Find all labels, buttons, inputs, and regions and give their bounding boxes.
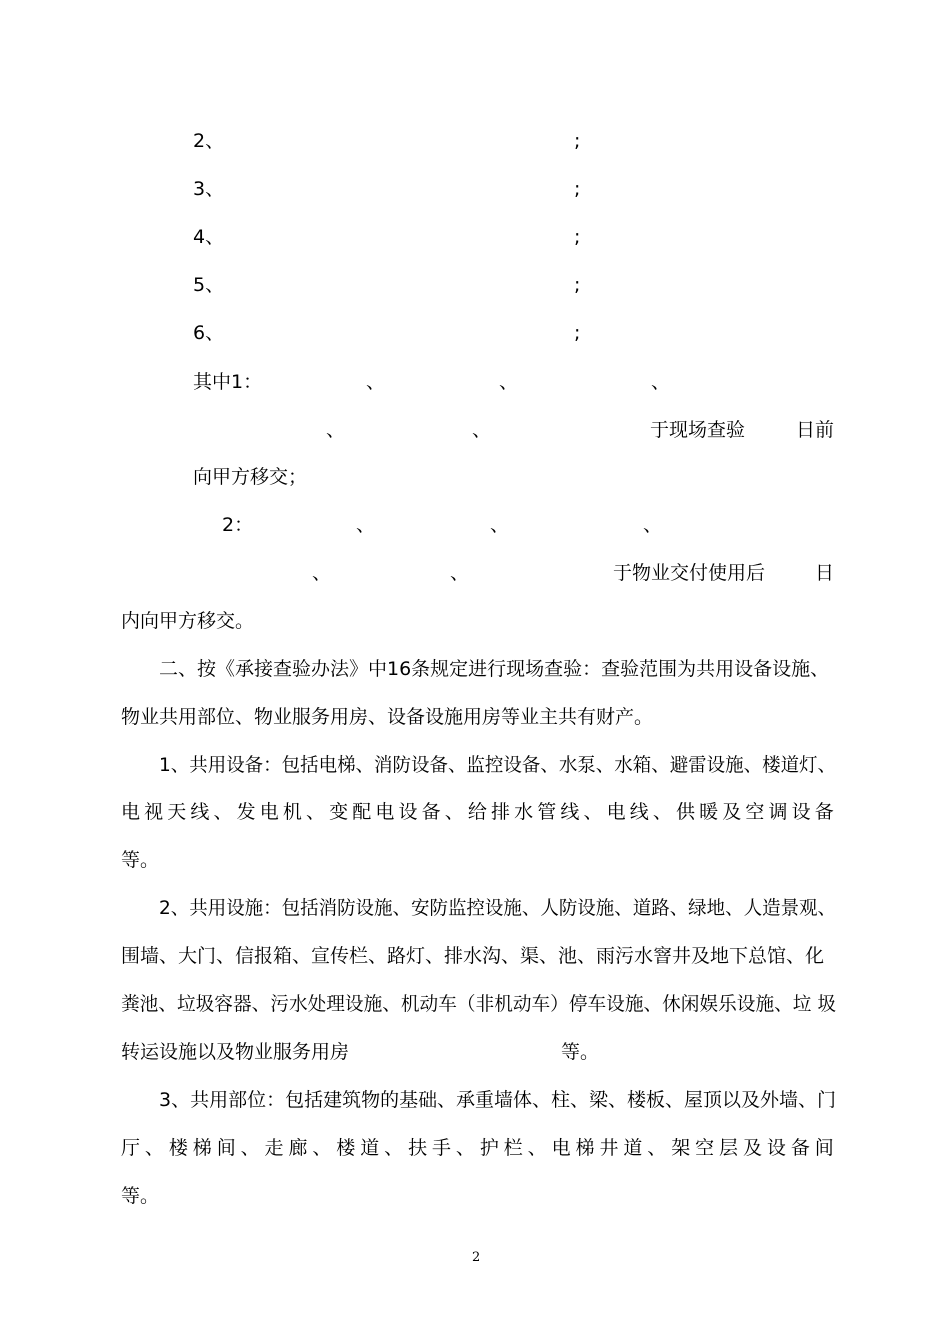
justified-char: 空 (745, 801, 765, 823)
justified-char: 及 (722, 801, 742, 823)
justified-char: 备 (421, 801, 441, 823)
justified-char: 间 (814, 1137, 834, 1159)
justified-char: 楼 (168, 1137, 188, 1159)
justified-char: 、 (240, 1137, 260, 1159)
justified-char: 扶 (408, 1137, 428, 1159)
justified-char: 视 (144, 801, 164, 823)
justified-char: 供 (676, 801, 696, 823)
clause1-prefix: 其中1： (193, 371, 263, 393)
item-6-number: 6、 (193, 322, 225, 344)
justified-char: 变 (329, 801, 349, 823)
justified-char: 道 (360, 1137, 380, 1159)
justified-char: 设 (398, 801, 418, 823)
justified-char: 楼 (336, 1137, 356, 1159)
justified-char: 走 (264, 1137, 284, 1159)
justified-char: 暖 (699, 801, 719, 823)
item-2-end: ; (574, 130, 581, 152)
justified-char: 备 (814, 801, 834, 823)
justified-char: 手 (431, 1137, 451, 1159)
item2-line4b: 等。 (561, 1041, 600, 1063)
justified-char: 、 (583, 801, 603, 823)
justified-char: 、 (455, 1137, 475, 1159)
justified-char: 、 (306, 801, 326, 823)
justified-char: 护 (479, 1137, 499, 1159)
justified-char: 井 (599, 1137, 619, 1159)
item-5-end: ; (574, 274, 581, 296)
justified-char: 设 (766, 1137, 786, 1159)
clause2-sep: 、 (356, 514, 376, 536)
item3-line2 (121, 1136, 834, 1160)
clause2-prefix: 2： (222, 514, 254, 536)
justified-char: 水 (514, 801, 534, 823)
justified-char: 电 (121, 801, 141, 823)
justified-char: 及 (742, 1137, 762, 1159)
item-6-end: ; (574, 322, 581, 344)
justified-char: 调 (768, 801, 788, 823)
clause2-sep: 、 (490, 514, 510, 536)
justified-char: 道 (623, 1137, 643, 1159)
justified-char: 、 (527, 1137, 547, 1159)
justified-char: 电 (551, 1137, 571, 1159)
justified-char: 厅 (121, 1137, 141, 1159)
justified-char: 电 (375, 801, 395, 823)
justified-char: 、 (144, 1137, 164, 1159)
clause1-mid: 于现场查验 (650, 419, 746, 441)
justified-char: 梯 (575, 1137, 595, 1159)
justified-char: 层 (719, 1137, 739, 1159)
justified-char: 机 (282, 801, 302, 823)
justified-char: 电 (259, 801, 279, 823)
item2-line2: 围墙、大门、信报箱、宣传栏、路灯、排水沟、渠、池、雨污水窨井及地下总馆、化 (121, 945, 825, 967)
item2-line3: 粪池、垃圾容器、污水处理设施、机动车（非机动车）停车设施、休闲娱乐设施、垃 圾 (121, 993, 837, 1015)
item-3-number: 3、 (193, 178, 225, 200)
justified-char: 排 (491, 801, 511, 823)
clause1-end: 日前 (796, 419, 835, 441)
item-3-end: ; (574, 178, 581, 200)
section2-line1: 二、按《承接查验办法》中16条规定进行现场查验：查验范围为共用设备设施、 (159, 658, 830, 680)
justified-char: 线 (190, 801, 210, 823)
justified-char: 、 (384, 1137, 404, 1159)
justified-char: 发 (236, 801, 256, 823)
justified-char: 线 (629, 801, 649, 823)
justified-char: 给 (467, 801, 487, 823)
item1-line1: 1、共用设备：包括电梯、消防设备、监控设备、水泵、水箱、避雷设施、楼道灯、 (159, 754, 837, 776)
clause1-sep: 、 (326, 419, 346, 441)
item-4-number: 4、 (193, 226, 225, 248)
justified-char: 架 (671, 1137, 691, 1159)
justified-char: 栏 (503, 1137, 523, 1159)
clause2-mid: 于物业交付使用后 (613, 562, 766, 584)
justified-char: 电 (606, 801, 626, 823)
justified-char: 间 (216, 1137, 236, 1159)
justified-char: 廊 (288, 1137, 308, 1159)
clause2-sep: 、 (643, 514, 663, 536)
item1-line2 (121, 800, 834, 824)
clause1-sep: 、 (472, 419, 492, 441)
justified-char: 备 (790, 1137, 810, 1159)
justified-char: 、 (213, 801, 233, 823)
item3-line1: 3、共用部位：包括建筑物的基础、承重墙体、柱、梁、楼板、屋顶以及外墙、门 (159, 1089, 837, 1111)
clause1-sep: 、 (366, 371, 386, 393)
item-5-number: 5、 (193, 274, 225, 296)
justified-char: 、 (312, 1137, 332, 1159)
clause1-sep: 、 (499, 371, 519, 393)
page-number: 2 (472, 1250, 481, 1265)
justified-char: 梯 (192, 1137, 212, 1159)
justified-char: 线 (560, 801, 580, 823)
justified-char: 、 (652, 801, 672, 823)
justified-char: 天 (167, 801, 187, 823)
item2-line1: 2、共用设施：包括消防设施、安防监控设施、人防设施、道路、绿地、人造景观、 (159, 897, 837, 919)
justified-char: 、 (444, 801, 464, 823)
justified-char: 管 (537, 801, 557, 823)
justified-char: 设 (791, 801, 811, 823)
clause1-line3: 向甲方移交； (193, 466, 308, 488)
item2-line4a: 转运设施以及物业服务用房 (121, 1041, 350, 1063)
clause2-end: 日 (815, 562, 835, 584)
item1-line3: 等。 (121, 849, 160, 871)
section2-line2: 物业共用部位、物业服务用房、设备设施用房等业主共有财产。 (121, 706, 654, 728)
clause2-sep: 、 (312, 562, 332, 584)
item3-line3: 等。 (121, 1185, 160, 1207)
clause2-line3: 内向甲方移交。 (121, 610, 255, 632)
clause1-sep: 、 (651, 371, 671, 393)
clause2-sep: 、 (450, 562, 470, 584)
justified-char: 配 (352, 801, 372, 823)
justified-char: 空 (695, 1137, 715, 1159)
justified-char: 、 (647, 1137, 667, 1159)
item-2-number: 2、 (193, 130, 225, 152)
item-4-end: ; (574, 226, 581, 248)
